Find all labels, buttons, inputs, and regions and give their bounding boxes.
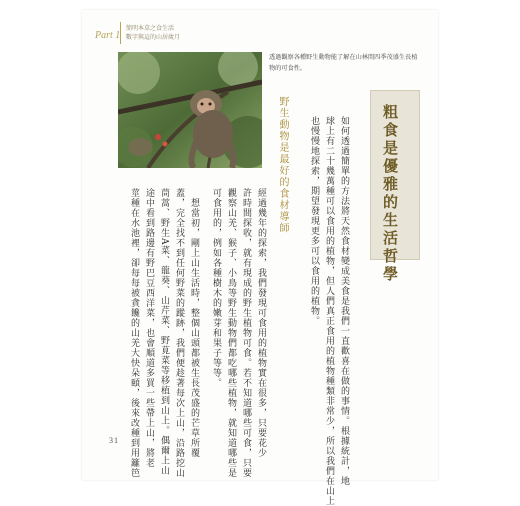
header-divider [120,22,121,44]
intro-line: 如何透過簡單的方法將天然食材變成美食是我們一直歡喜在做的事情。根據統計，地 [339,116,349,486]
page-number: 31 [109,436,119,445]
body-line: 想當初，剛上山生活時，整個山頭都被生長茂盛的芒草所覆 [189,188,199,458]
section-subhead: 野生動物是最好的食材導師 [277,96,288,234]
photo-caption: 透過觀察各種野生動物能了解在山林間四季茂盛生長植物的可食性。 [269,54,418,72]
body-line: 莖種在水池裡，卻每每被貪饞的山羌大快朵頤，後來改種到用籬笆 [129,188,139,478]
body-line: 經過幾年的探索，我們發現可食用的植物實在很多，只要花少 [256,188,266,458]
intro-line: 也慢慢地探索，期望發現更多可以食用的植物。 [309,116,319,326]
running-header-line: 簡明本草之食生活 [126,25,175,32]
part-label: Part 1 [95,30,121,41]
intro-line: 球上有二十幾萬種可以食用的植物，但人們真正食用的植物種類非常少，所以我們在山上 [324,116,334,506]
body-line: 茼蒿、野生A菜、龍葵、山芹菜、野莧菜等移植到山上。偶爾上山 [159,188,169,476]
body-line: 觀察山羌、猴子、小鳥等野生動物們都吃哪些植物，就知道哪些是 [226,188,236,478]
macaque-photo [118,52,262,168]
body-line: 途中看到路邊有野巴豆西洋菜，也會順道多買一些帶上山，將老 [144,188,154,468]
body-line: 許時間探收，就有現成的野生植物可食。若不知道哪些可食，只要 [241,188,251,478]
body-line: 可食用的，例如各種樹木的嫩芽和果子等等。 [211,188,221,388]
running-header-line: 數字與這的山居歲月 [126,34,181,41]
body-line: 蓋，完全找不到任何野菜的蹤跡，我們便趁著每次上山，沿路挖山 [174,188,184,478]
chapter-title: 粗食是優雅的生活哲學 [381,104,399,284]
